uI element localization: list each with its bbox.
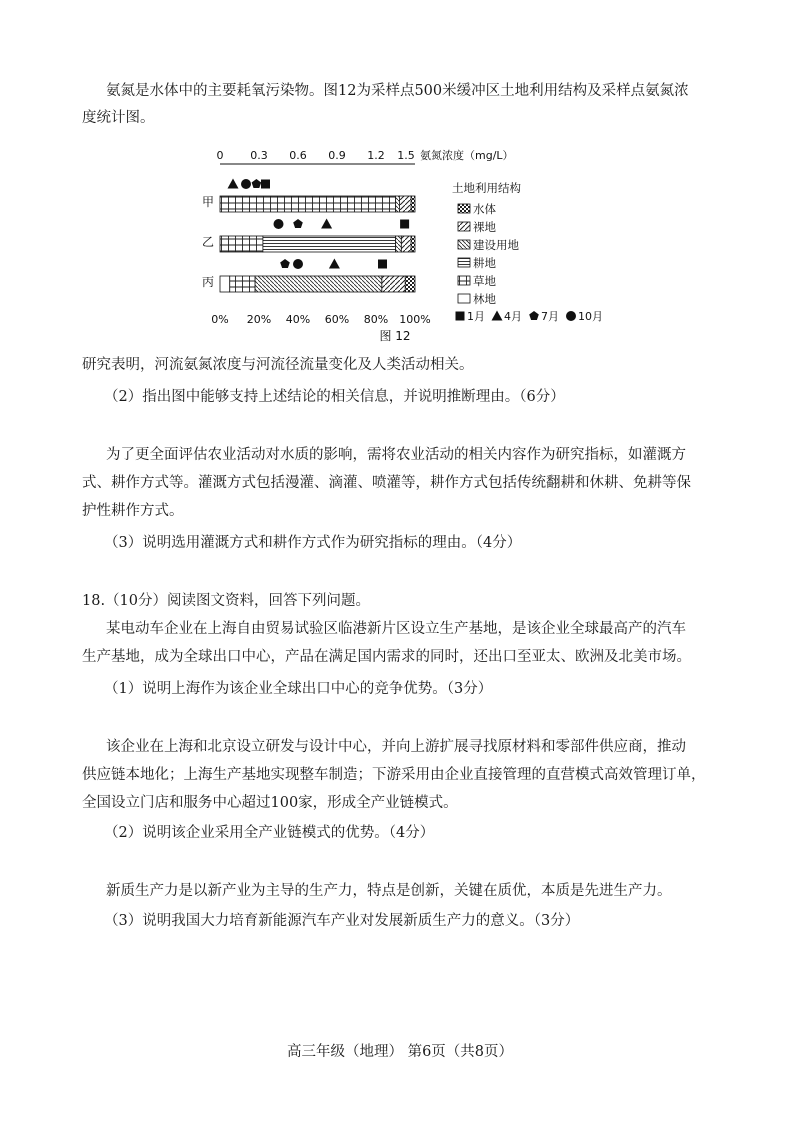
agri-para-line-2: 式、耕作方式等。灌溉方式包括漫灌、滴灌、喷灌等，耕作方式包括传统翻耕和休耕、免耕等保 [82, 475, 691, 491]
top-tick: 0.6 [289, 149, 307, 162]
marker-jul [252, 179, 262, 188]
q18-sub-1: （1）说明上海作为该企业全球出口中心的竞争优势。（3分） [104, 681, 493, 697]
bar-segment-bare [382, 276, 405, 292]
bar-segment-water [405, 276, 415, 292]
legend-month-jan: 1月 [467, 310, 485, 323]
agri-para-line-3: 护性耕作方式。 [82, 503, 184, 519]
bottom-axis-ticks [211, 313, 430, 326]
marker-oct [241, 179, 251, 189]
q18-sub-2: （2）说明该企业采用全产业链模式的优势。（4分） [104, 825, 435, 841]
top-tick: 1.5 [397, 149, 415, 162]
legend-label-construction: 建设用地 [473, 238, 519, 252]
bottom-tick: 20% [246, 313, 272, 326]
marker-jul [280, 259, 290, 268]
legend-swatch-construction [458, 240, 470, 249]
marker-jan [261, 180, 270, 189]
top-axis-label: 氨氮浓度（mg/L） [420, 149, 514, 162]
bar-segment-grass [220, 196, 396, 212]
bottom-tick: 60% [324, 313, 350, 326]
legend-swatch-water [458, 204, 470, 213]
category-label-bing: 丙 [202, 275, 215, 289]
bar-segment-water [411, 236, 415, 252]
bottom-tick: 80% [363, 313, 389, 326]
legend-title: 土地利用结构 [452, 181, 521, 195]
legend-marker-jul [529, 311, 539, 320]
agri-para-line-1: 为了更全面评估农业活动对水质的影响，需将农业活动的相关内容作为研究指标，如灌溉方 [106, 447, 686, 463]
bar-segment-construction [396, 236, 402, 252]
question-2: （2）指出图中能够支持上述结论的相关信息，并说明推断理由。（6分） [104, 389, 565, 405]
intro-line-1: 氨氮是水体中的主要耗氧污染物。图12为采样点500米缓冲区土地利用结构及采样点氨氮浓 [106, 83, 689, 99]
legend-label-grass: 草地 [473, 274, 496, 288]
legend-label-farmland: 耕地 [473, 256, 496, 270]
legend-swatch-bare [458, 222, 470, 231]
bar-segment-water [411, 196, 415, 212]
page-footer: 高三年级（地理） 第6页（共8页） [286, 1044, 514, 1060]
marker-jan [400, 220, 409, 229]
q18-para1-line-2: 生产基地，成为全球出口中心，产品在满足国内需求的同时，还出口至亚太、欧洲及北美市场。 [82, 649, 691, 665]
marker-apr [321, 219, 332, 229]
q18-para2-line-2: 供应链本地化；上海生产基地实现整车制造；下游采用由企业直接管理的直营模式高效管理订单， [82, 767, 706, 783]
legend-month-jul: 7月 [541, 310, 559, 323]
question-18-title: 18.（10分）阅读图文资料，回答下列问题。 [82, 593, 371, 609]
legend-marker-jan [456, 312, 465, 321]
legend-month-oct: 10月 [578, 310, 603, 323]
legend-label-forest: 林地 [473, 292, 496, 306]
legend-swatch-grass [458, 276, 470, 285]
bar-segment-construction [255, 276, 382, 292]
q18-para2-line-1: 该企业在上海和北京设立研发与设计中心，并向上游扩展寻找原材料和零部件供应商，推动 [106, 739, 686, 755]
bar-segment-forest [220, 276, 230, 292]
marker-oct [293, 259, 303, 269]
bar-segment-construction [396, 196, 400, 212]
marker-oct [274, 219, 284, 229]
legend-swatch-farmland [458, 258, 470, 267]
bar-segment-bare [401, 236, 411, 252]
legend-month-apr: 4月 [504, 310, 522, 323]
q18-sub-3: （3）说明我国大力培育新能源汽车产业对发展新质生产力的意义。（3分） [104, 913, 580, 929]
legend-label-bare: 裸地 [473, 220, 496, 234]
top-tick: 0 [216, 149, 224, 162]
intro-line-2: 度统计图。 [82, 110, 155, 126]
bar-segment-grass [230, 276, 255, 292]
category-label-yi: 乙 [202, 235, 215, 249]
top-tick: 1.2 [367, 149, 385, 162]
q18-para3: 新质生产力是以新产业为主导的生产力，特点是创新，关键在质优，本质是先进生产力。 [106, 883, 672, 899]
marker-jan [378, 260, 387, 269]
bar-segment-farmland [263, 236, 396, 252]
research-note: 研究表明，河流氨氮浓度与河流径流量变化及人类活动相关。 [82, 357, 474, 373]
category-label-jia: 甲 [202, 195, 215, 209]
top-tick: 0.3 [250, 149, 268, 162]
bottom-tick: 100% [399, 313, 431, 326]
top-axis-ticks [217, 149, 415, 162]
legend-swatch-forest [458, 294, 470, 303]
legend-marker-apr [492, 311, 503, 321]
figure-12-chart [190, 140, 620, 343]
marker-apr [228, 179, 239, 189]
q18-para2-line-3: 全国设立门店和服务中心超过100家，形成全产业链模式。 [82, 795, 458, 811]
legend-label-water: 水体 [473, 202, 496, 216]
legend-marker-oct [566, 311, 576, 321]
marker-apr [329, 259, 340, 269]
bar-segment-grass [220, 236, 263, 252]
q18-para1-line-1: 某电动车企业在上海自由贸易试验区临港新片区设立生产基地，是该企业全球最高产的汽车 [106, 621, 686, 637]
top-tick: 0.9 [328, 149, 346, 162]
figure-caption: 图 12 [379, 329, 411, 343]
bottom-tick: 40% [285, 313, 311, 326]
bottom-tick: 0% [211, 313, 229, 326]
question-3: （3）说明选用灌溉方式和耕作方式作为研究指标的理由。（4分） [104, 535, 522, 551]
bar-segment-bare [399, 196, 411, 212]
marker-jul [293, 219, 303, 228]
